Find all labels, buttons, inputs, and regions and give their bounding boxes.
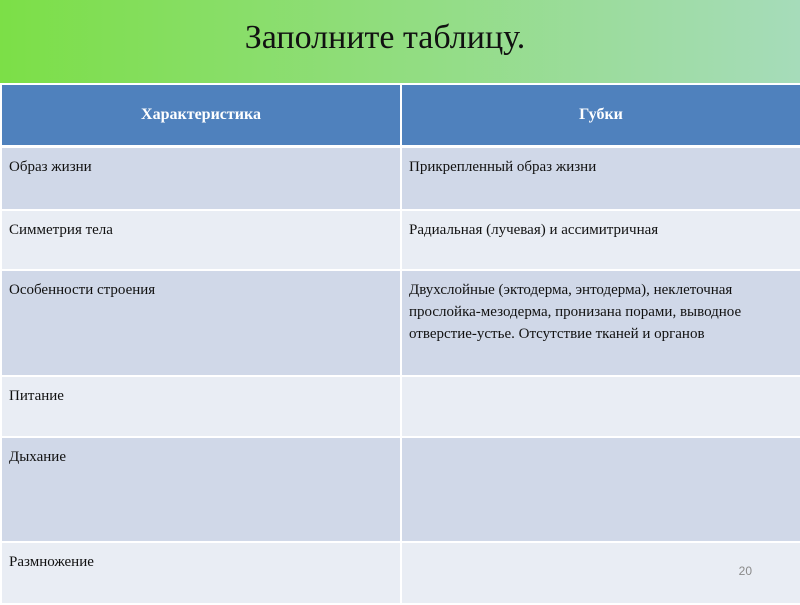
cell-characteristic: Дыхание xyxy=(1,437,401,542)
slide-title: Заполните таблицу. xyxy=(244,19,526,56)
table-row xyxy=(1,542,800,604)
cell-characteristic: Особенности строения xyxy=(1,270,401,376)
table-header-row xyxy=(1,84,800,147)
cell-sponges xyxy=(401,437,800,542)
cell-sponges: Радиальная (лучевая) и ассимитричная xyxy=(401,210,800,270)
cell-characteristic: Размножение xyxy=(1,542,401,604)
cell-sponges xyxy=(401,376,800,437)
page-number: 20 xyxy=(738,564,752,578)
cell-characteristic: Симметрия тела xyxy=(1,210,401,270)
cell-characteristic: Образ жизни xyxy=(1,147,401,210)
table-row xyxy=(1,437,800,542)
header-sponges: Губки xyxy=(401,84,800,147)
cell-characteristic: Питание xyxy=(1,376,401,437)
cell-sponges: Двухслойные (эктодерма, энтодерма), неклеточная прослойка-мезодерма, пронизана порами, выводное отверстие-устье. Отсутствие тканей и органов xyxy=(401,270,800,376)
table-row xyxy=(1,147,800,210)
table-row xyxy=(1,376,800,437)
header-characteristic: Характеристика xyxy=(1,84,401,147)
fill-in-table xyxy=(0,83,800,605)
cell-sponges: Прикрепленный образ жизни xyxy=(401,147,800,210)
table-row xyxy=(1,270,800,376)
table-row xyxy=(1,210,800,270)
